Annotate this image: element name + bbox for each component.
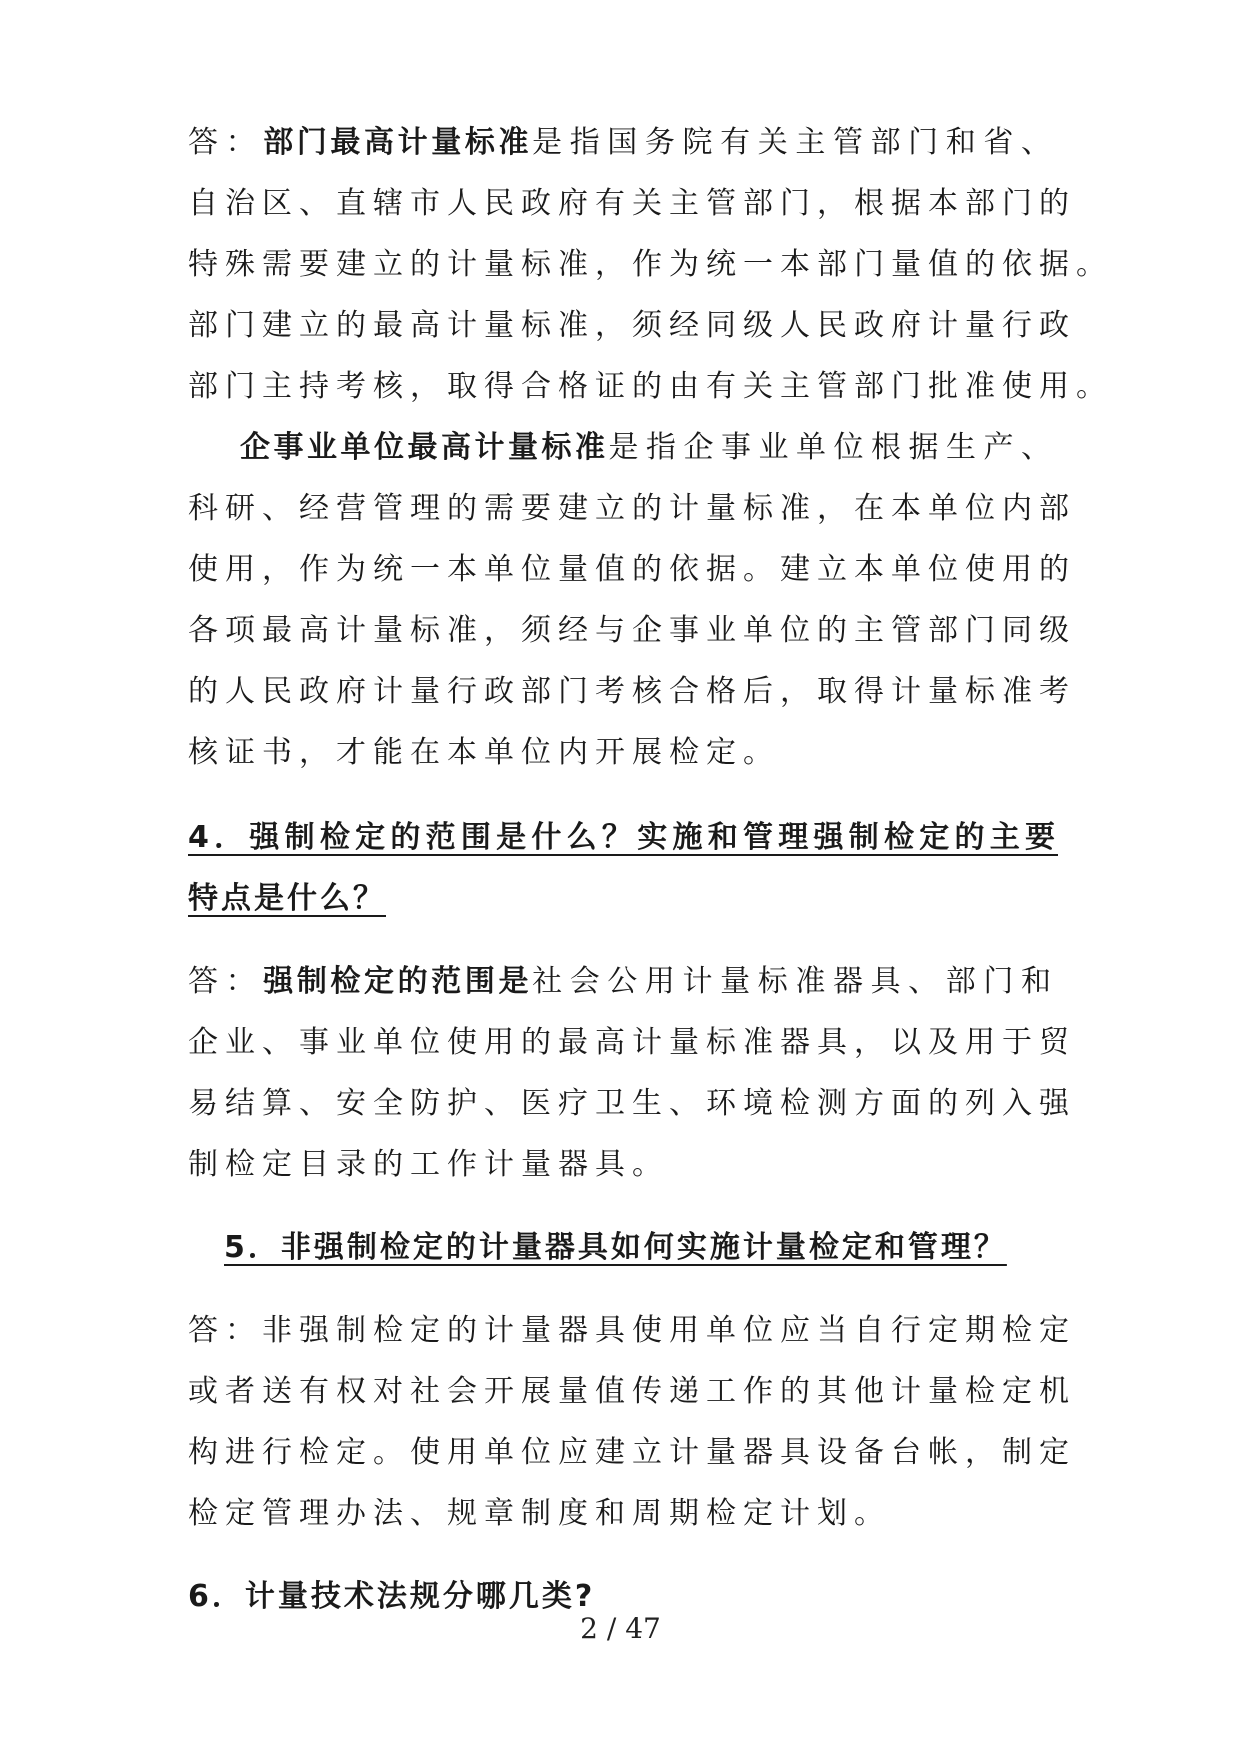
heading-text: 特点是什么？: [188, 881, 386, 916]
text-line: 各项最高计量标准，须经与企事业单位的主管部门同级: [188, 613, 1076, 648]
page-number: 2 / 47: [580, 1612, 661, 1645]
text-line: [188, 951, 1058, 1012]
question-5-heading: [188, 1217, 1058, 1278]
heading-text: 4．强制检定的范围是什么？实施和管理强制检定的主要: [188, 820, 1058, 855]
paragraph-department-standard: [188, 112, 1113, 417]
question-6-heading: 6．计量技术法规分哪几类?: [188, 1579, 596, 1614]
question-4-heading: [188, 807, 1058, 929]
text-line: 或者送有权对社会开展量值传递工作的其他计量检定机: [188, 1374, 1076, 1409]
text-line: 部门主持考核，取得合格证的由有关主管部门批准使用。: [188, 369, 1113, 404]
text-line: [188, 417, 1058, 478]
paragraph-enterprise-standard: [188, 417, 1076, 783]
text-line: 企业、事业单位使用的最高计量标准器具，以及用于贸: [188, 1025, 1076, 1060]
text-line: 制检定目录的工作计量器具。: [188, 1147, 669, 1182]
text-span: 是指国务院有关主管部门和省、: [532, 125, 1059, 160]
bold-term: 部门最高计量标准: [263, 125, 533, 160]
text-line: 科研、经营管理的需要建立的计量标准，在本单位内部: [188, 491, 1076, 526]
answer-5-paragraph: [188, 1300, 1076, 1544]
text-line: 核证书，才能在本单位内开展检定。: [188, 735, 780, 770]
bold-term: 企事业单位最高计量标准: [240, 430, 609, 465]
heading-line: [188, 868, 1058, 929]
heading-line: [188, 807, 1058, 868]
text-line: [188, 112, 1058, 173]
text-line: 构进行检定。使用单位应建立计量器具设备台帐，制定: [188, 1435, 1076, 1470]
text-line: 检定管理办法、规章制度和周期检定计划。: [188, 1496, 891, 1531]
text-line: 易结算、安全防护、医疗卫生、环境检测方面的列入强: [188, 1086, 1076, 1121]
text-line: 使用，作为统一本单位量值的依据。建立本单位使用的: [188, 552, 1076, 587]
text-line: 自治区、直辖市人民政府有关主管部门，根据本部门的: [188, 186, 1076, 221]
document-body: [188, 112, 1113, 1627]
answer-4-paragraph: [188, 951, 1076, 1195]
answer-label: 答：: [188, 125, 264, 160]
text-line: 特殊需要建立的计量标准，作为统一本部门量值的依据。: [188, 247, 1113, 282]
heading-text: 5．非强制检定的计量器具如何实施计量检定和管理？: [224, 1230, 1007, 1265]
text-line: 答：非强制检定的计量器具使用单位应当自行定期检定: [188, 1313, 1076, 1348]
bold-term: 强制检定的范围是: [263, 964, 533, 999]
text-span: 是指企事业单位根据生产、: [608, 430, 1058, 465]
answer-label: 答：: [188, 964, 264, 999]
text-line: 部门建立的最高计量标准，须经同级人民政府计量行政: [188, 308, 1076, 343]
text-span: 社会公用计量标准器具、部门和: [532, 964, 1059, 999]
text-line: 的人民政府计量行政部门考核合格后，取得计量标准考: [188, 674, 1076, 709]
